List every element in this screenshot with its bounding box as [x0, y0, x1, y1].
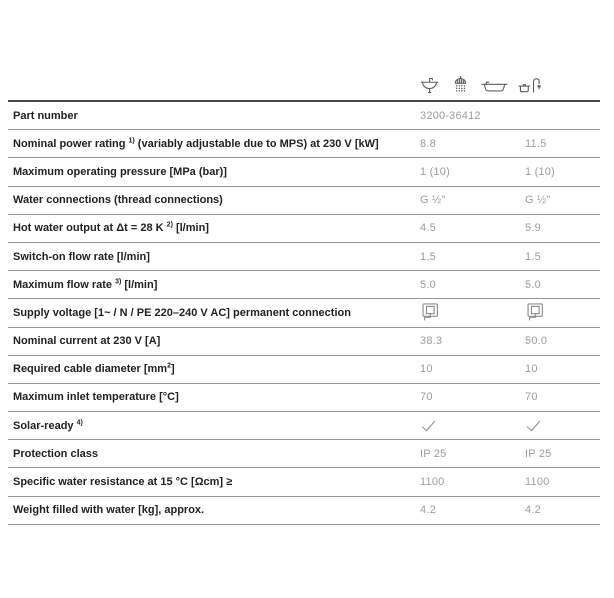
value-col-1: 5.0: [420, 278, 436, 291]
value-col-2: 4.2: [525, 504, 541, 517]
row-label: Nominal current at 230 V [A]: [13, 335, 161, 348]
table-row-cable-diameter: [8, 356, 600, 384]
value-col-2: 10: [525, 363, 538, 376]
value-col-1: IP 25: [420, 447, 447, 460]
value-col-1: 1 (10): [420, 165, 450, 178]
table-row-weight: [8, 497, 600, 525]
value-col-2: 11.5: [525, 137, 547, 150]
value-col-1: 70: [420, 391, 433, 404]
value-col-1: 4.2: [420, 504, 436, 517]
row-label: Maximum flow rate $^{3)}$ [l/min]: [13, 278, 158, 291]
application-icons-row: [8, 74, 600, 100]
value-col-1: G ½": [420, 194, 446, 207]
table-row-switch-on-flow-rate: [8, 243, 600, 271]
check-icon: [420, 419, 525, 433]
value-col-2: 1.5: [525, 250, 541, 263]
value-col-2: 70: [525, 391, 538, 404]
value-col-2: 1 (10): [525, 165, 555, 178]
permanent-connection-icon: [525, 302, 600, 323]
table-row-hot-water-output: [8, 215, 600, 243]
value-col-1: [420, 302, 525, 323]
value-col-2: 5.9: [525, 222, 541, 235]
row-label: Maximum inlet temperature [°C]: [13, 391, 179, 404]
value-col-1: 10: [420, 363, 433, 376]
table-row-inlet-temperature: [8, 384, 600, 412]
row-label: Solar-ready $^{4)}$: [13, 419, 83, 432]
table-row-power-rating: [8, 130, 600, 158]
row-label: Hot water output at Δt = 28 K $^{2)}$ [l/min]: [13, 221, 209, 235]
check-icon: [525, 419, 600, 433]
table-rows: [8, 100, 600, 525]
value-col-1: 1100: [420, 476, 445, 489]
value-col-1: 3200-36412: [420, 109, 481, 122]
row-label: Specific water resistance at 15 °C [Ωcm] ≥: [13, 476, 233, 489]
table-row-water-resistance: [8, 468, 600, 496]
specification-table: [8, 74, 600, 525]
shower-icon: [449, 74, 472, 97]
row-label: Required cable diameter $[mm^2]$: [13, 362, 175, 376]
table-row-solar-ready: [8, 412, 600, 440]
row-label: Supply voltage [1~ / N / PE 220–240 V AC] permanent connection: [13, 306, 351, 319]
table-row-part-number: [8, 102, 600, 130]
row-label: Protection class: [13, 447, 98, 460]
row-label: Maximum operating pressure [MPa (bar)]: [13, 165, 227, 178]
value-col-2: [525, 419, 600, 433]
value-col-1: 4.5: [420, 222, 436, 235]
value-col-2: IP 25: [525, 447, 552, 460]
value-col-1: [420, 419, 525, 433]
value-col-1: 1.5: [420, 250, 436, 263]
permanent-connection-icon: [420, 302, 525, 323]
value-col-2: 50.0: [525, 335, 548, 348]
value-col-1: 8.8: [420, 137, 436, 150]
table-row-protection-class: [8, 440, 600, 468]
value-col-2: [525, 302, 600, 323]
value-col-2: G ½": [525, 194, 551, 207]
row-label: Weight filled with water [kg], approx.: [13, 504, 205, 517]
table-row-nominal-current: [8, 328, 600, 356]
row-label: Switch-on flow rate [l/min]: [13, 250, 150, 263]
table-row-water-connections: [8, 187, 600, 215]
table-row-operating-pressure: [8, 158, 600, 186]
row-label: Nominal power rating $^{1)}$ (variably adjustable due to MPS) at 230 V [kW]: [13, 137, 379, 150]
kitchen-sink-icon: [517, 74, 543, 97]
washbasin-icon: [418, 74, 441, 97]
table-row-supply-voltage: [8, 299, 600, 327]
row-label: Part number: [13, 109, 78, 122]
row-label: Water connections (thread connections): [13, 194, 223, 207]
table-row-maximum-flow-rate: [8, 271, 600, 299]
value-col-2: 5.0: [525, 278, 541, 291]
bathtub-icon: [480, 74, 509, 97]
value-col-1: 38.3: [420, 335, 443, 348]
value-col-2: 1100: [525, 476, 550, 489]
